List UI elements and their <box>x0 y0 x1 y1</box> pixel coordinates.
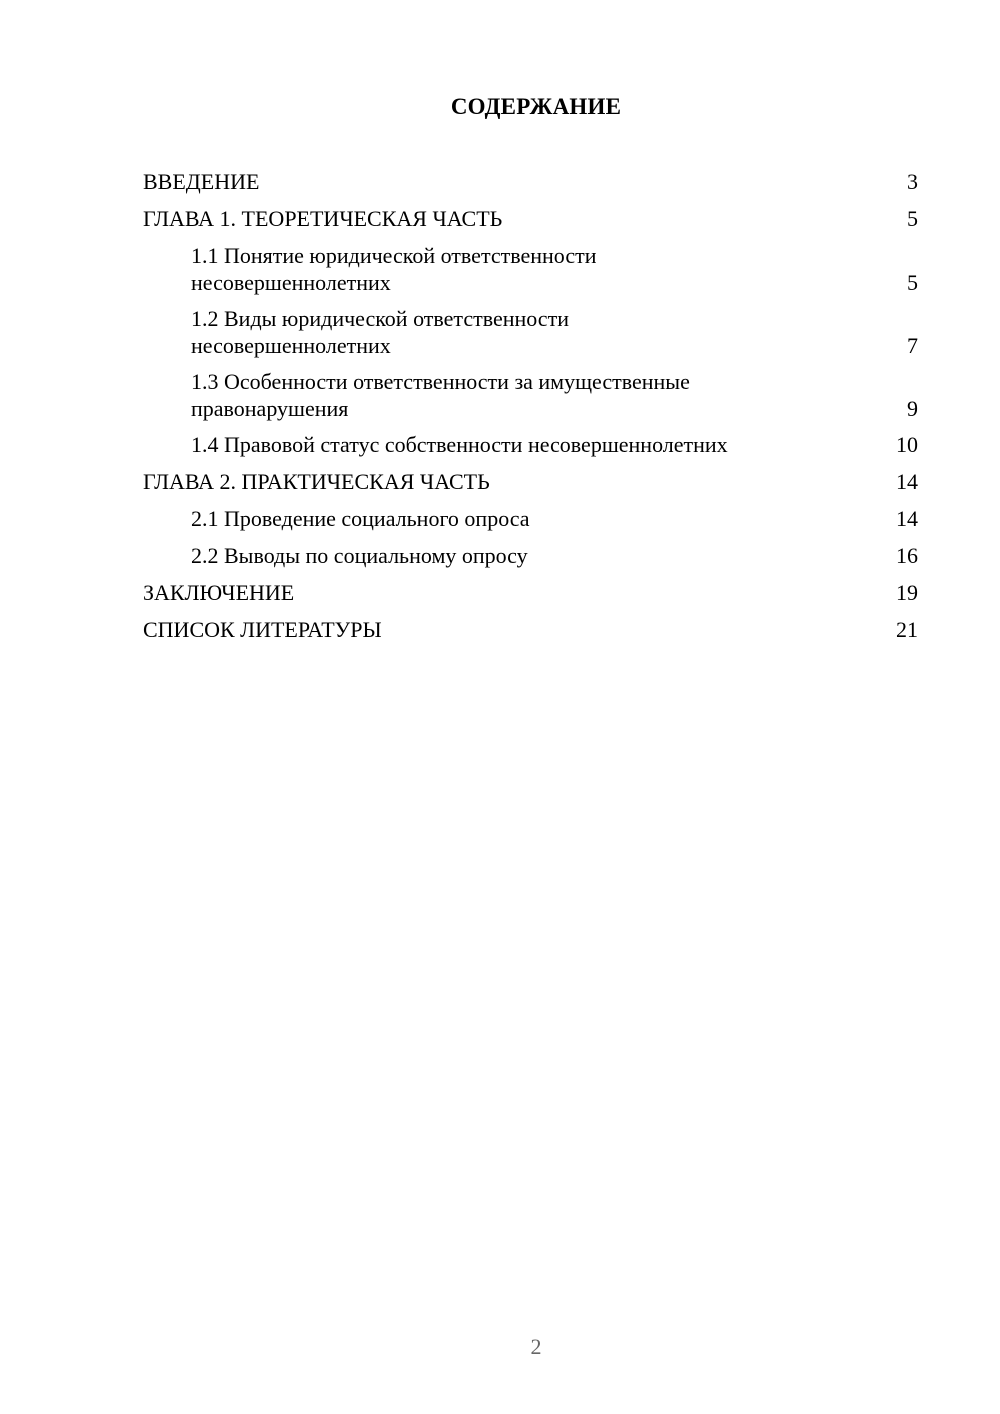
toc-entry-page: 21 <box>896 617 918 642</box>
toc-entry-section-2-2[interactable] <box>143 542 918 570</box>
toc-entry-section-1-3[interactable] <box>143 368 918 422</box>
toc-entry-section-2-1[interactable] <box>143 505 918 533</box>
toc-entry-label: ГЛАВА 2. ПРАКТИЧЕСКАЯ ЧАСТЬ <box>143 469 490 494</box>
toc-entry-page: 3 <box>907 169 918 194</box>
toc-entry-page: 14 <box>896 506 918 531</box>
toc-entry-section-1-2[interactable] <box>143 305 918 359</box>
toc-entry-label: 1.4 Правовой статус собственности несовершеннолетних <box>191 432 728 457</box>
toc-entry-page: 16 <box>896 543 918 568</box>
toc-entry-chapter-1[interactable] <box>143 205 918 233</box>
toc-entry-chapter-2[interactable] <box>143 468 918 496</box>
toc-entry-page: 5 <box>907 270 918 295</box>
toc-entry-page: 10 <box>896 432 918 457</box>
toc-entry-label: СПИСОК ЛИТЕРАТУРЫ <box>143 617 382 642</box>
toc-entry-introduction[interactable] <box>143 168 918 196</box>
page-number: 2 <box>530 1334 542 1359</box>
toc-entry-section-1-4[interactable] <box>143 431 918 459</box>
toc-entry-page: 5 <box>907 206 918 231</box>
toc-entry-section-1-1[interactable] <box>143 242 918 296</box>
toc-entry-label: 1.1 Понятие юридической ответственности несовершеннолетних <box>191 243 597 295</box>
toc-entry-page: 19 <box>896 580 918 605</box>
toc-entry-label: 2.2 Выводы по социальному опросу <box>191 543 528 568</box>
toc-entry-references[interactable] <box>143 616 918 644</box>
page-title: СОДЕРЖАНИЕ <box>450 94 622 119</box>
toc-entry-label: ГЛАВА 1. ТЕОРЕТИЧЕСКАЯ ЧАСТЬ <box>143 206 503 231</box>
toc-entry-label: ЗАКЛЮЧЕНИЕ <box>143 580 295 605</box>
toc-entry-conclusion[interactable] <box>143 579 918 607</box>
table-of-contents <box>143 168 918 653</box>
toc-entry-label: 1.3 Особенности ответственности за имущественные правонарушения <box>191 369 690 421</box>
toc-entry-label: 1.2 Виды юридической ответственности несовершеннолетних <box>191 306 569 358</box>
toc-entry-label: 2.1 Проведение социального опроса <box>191 506 530 531</box>
toc-entry-label: ВВЕДЕНИЕ <box>143 169 260 194</box>
toc-entry-page: 9 <box>907 396 918 421</box>
toc-entry-page: 14 <box>896 469 918 494</box>
toc-entry-page: 7 <box>907 333 918 358</box>
